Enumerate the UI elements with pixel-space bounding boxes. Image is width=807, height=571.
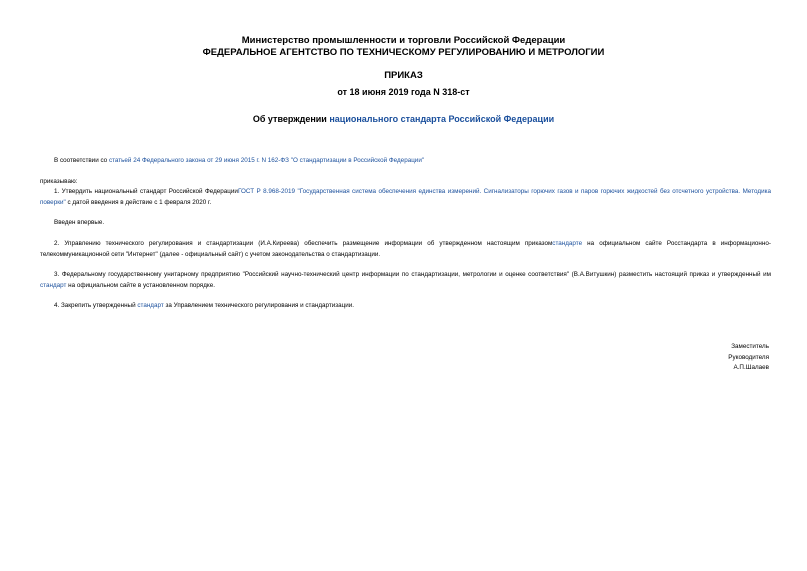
basis-prefix: В соответствии со: [54, 157, 109, 164]
order-title-prefix: Об утверждении: [252, 114, 330, 124]
standard-link-item-4[interactable]: стандарт: [137, 302, 164, 309]
item-3-prefix: 3. Федеральному государственному унитарному предприятию "Российский научно-технический центр информации по стандартизации, метрологии и оценке соответствия" (В.А.Витушкин) разместить настоящий приказ и утвержденный им: [54, 271, 771, 278]
item-4-paragraph: [40, 301, 771, 312]
item-4-prefix: 4. Закрепить утвержденный: [54, 302, 138, 309]
item-2-suffix: на официальном сайте Росстандарта в информационно-телекоммуникационной сети "Интернет" (далее - официальный сайт) с учетом законодательства о стандартизации.: [40, 240, 771, 258]
national-standard-link[interactable]: национального стандарта Российской Федерации: [329, 114, 555, 124]
signature-block: [728, 342, 769, 374]
gost-link[interactable]: ГОСТ Р 8.968-2019 "Государственная система обеспечения единства измерений. Сигнализаторы горючих газов и паров горючих жидкостей без отсчетного устройства. Методика поверки": [40, 188, 771, 206]
item-2-paragraph: [40, 239, 771, 260]
item-1-prefix: 1. Утвердить национальный стандарт Российской Федерации: [54, 188, 238, 195]
signature-position-line-2: Руководителя: [728, 353, 769, 361]
standard-link-item-2[interactable]: стандарте: [552, 240, 583, 247]
signature-name: А.П.Шалаев: [733, 364, 769, 371]
order-title: [0, 114, 807, 124]
federal-law-link[interactable]: статьей 24 Федерального закона от 29 июня 2015 г. N 162-ФЗ "О стандартизации в Российской Федерации": [108, 157, 425, 164]
item-3-paragraph: [40, 270, 771, 291]
agency-heading: ФЕДЕРАЛЬНОЕ АГЕНТСТВО ПО ТЕХНИЧЕСКОМУ РЕГУЛИРОВАНИЮ И МЕТРОЛОГИИ: [202, 47, 605, 58]
item-4-suffix: за Управлением технического регулирования и стандартизации.: [163, 302, 355, 309]
document-type: ПРИКАЗ: [384, 70, 423, 81]
order-date-number: от 18 июня 2019 года N 318-ст: [337, 87, 470, 97]
item-2-prefix: 2. Управлению технического регулирования и стандартизации (И.А.Киреева) обеспечить размещение информации об утвержденном настоящим приказом: [54, 240, 553, 247]
item-3-suffix: на официальном сайте в установленном порядке.: [66, 281, 215, 289]
basis-paragraph: [40, 156, 771, 167]
item-1-paragraph: [40, 187, 771, 208]
item-1-suffix: с датой введения в действие с 1 февраля 2020 г.: [65, 198, 212, 206]
introduced-note: Введен впервые.: [54, 219, 105, 226]
signature-position-line-1: Заместитель: [731, 343, 769, 350]
standard-link-item-3[interactable]: стандарт: [40, 281, 67, 289]
order-word: приказываю:: [40, 178, 78, 185]
ministry-heading: Министерство промышленности и торговли Российской Федерации: [241, 35, 566, 46]
